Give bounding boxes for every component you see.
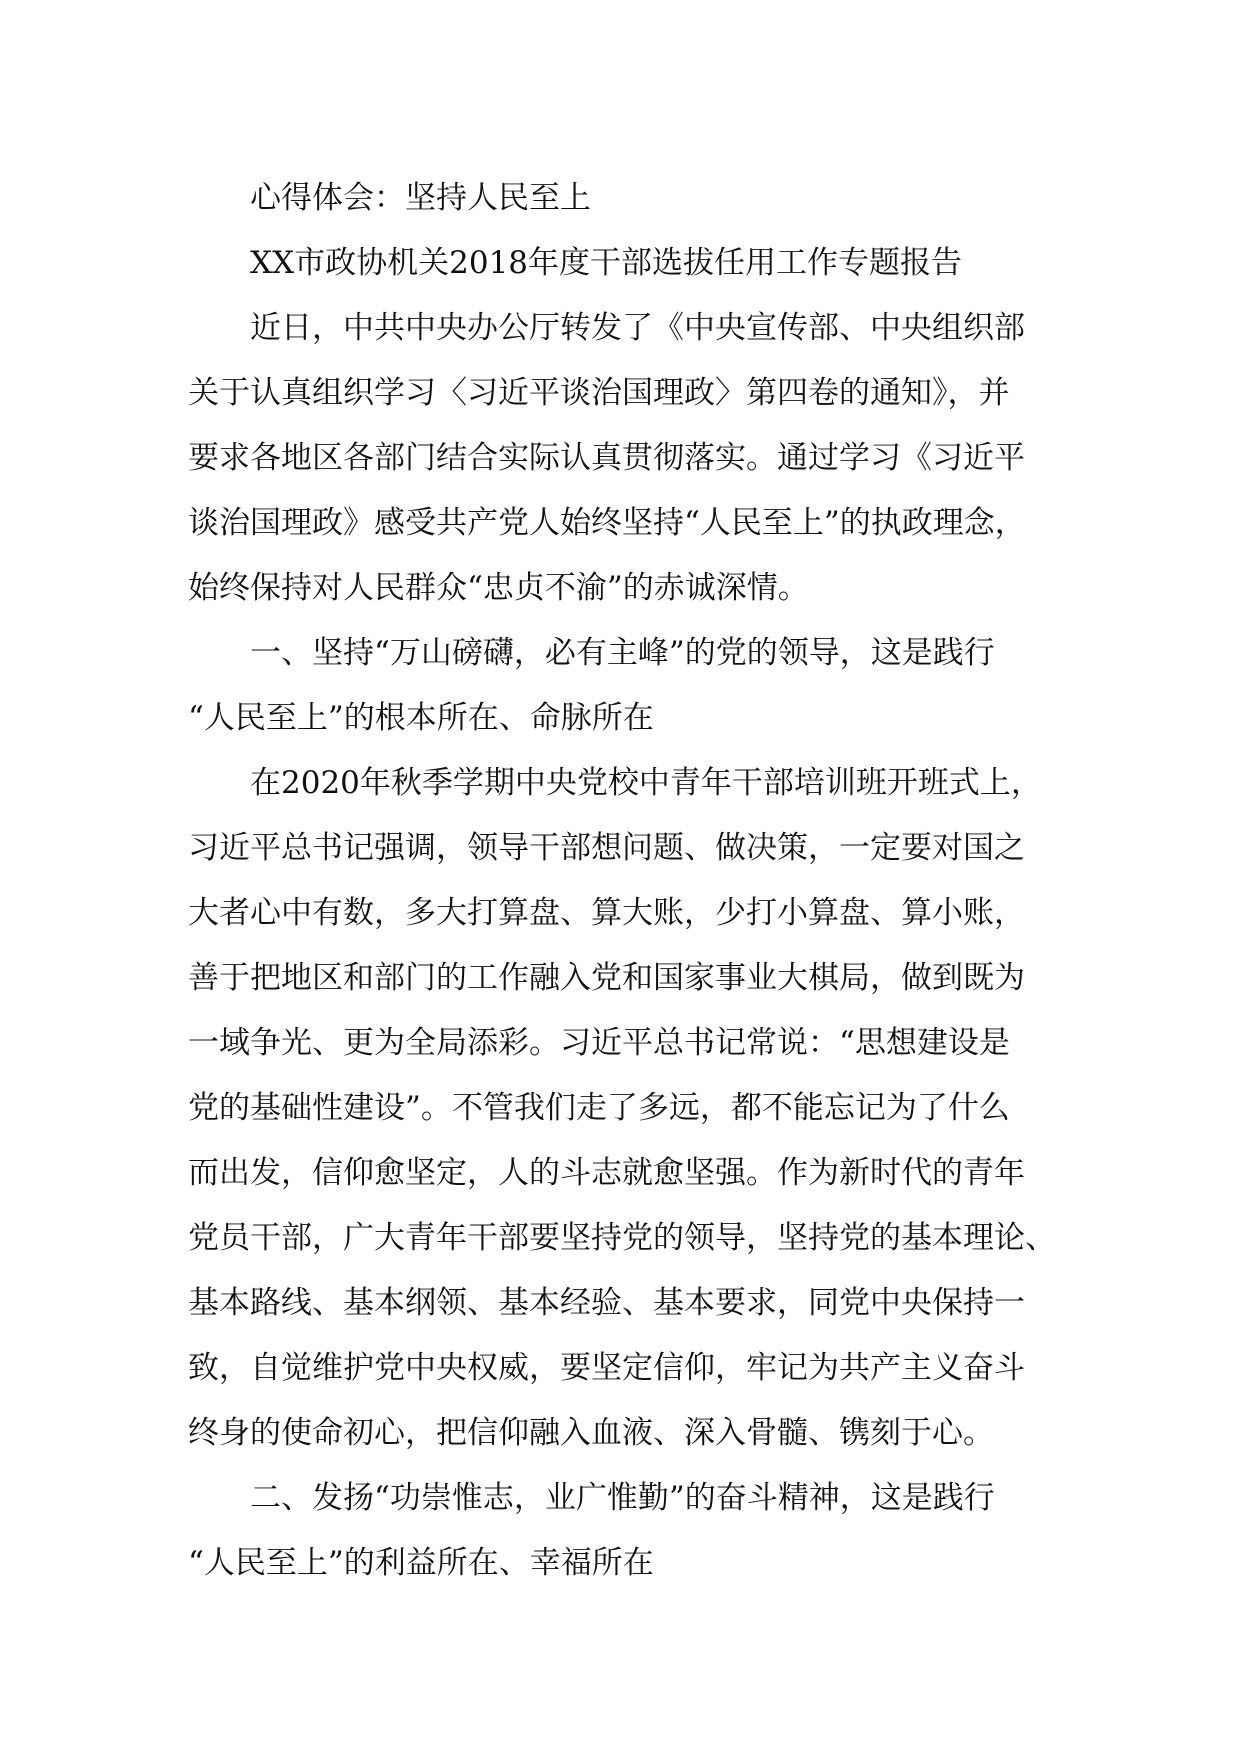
section-heading-1: 一、坚持“万山磅礴，必有主峰”的党的领导，这是践行	[250, 635, 995, 671]
paragraph-line: 习近平总书记强调，领导干部想问题、做决策，一定要对国之	[188, 830, 1025, 866]
paragraph-line: 始终保持对人民群众“忠贞不渝”的赤诚深情。	[188, 570, 809, 606]
paragraph-line: 近日，中共中央办公厅转发了《中央宣传部、中央组织部	[250, 310, 1025, 346]
document-body	[188, 166, 1078, 1596]
doc-title: 心得体会：坚持人民至上	[250, 180, 591, 216]
paragraph-line: 大者心中有数，多大打算盘、算大账，少打小算盘、算小账，	[188, 895, 1025, 931]
section-heading-2: 二、发扬“功崇惟志，业广惟勤”的奋斗精神，这是践行	[250, 1480, 995, 1516]
paragraph-line: 关于认真组织学习〈习近平谈治国理政〉第四卷的通知》，并	[188, 375, 1010, 411]
paragraph-line: 党员干部，广大青年干部要坚持党的领导，坚持党的基本理论、	[188, 1220, 1056, 1256]
paragraph-line: 党的基础性建设”。不管我们走了多远，都不能忘记为了什么	[188, 1090, 1010, 1126]
paragraph-line: 致，自觉维护党中央权威，要坚定信仰，牢记为共产主义奋斗	[188, 1350, 1025, 1386]
paragraph-line: 终身的使命初心，把信仰融入血液、深入骨髓、镌刻于心。	[188, 1415, 994, 1451]
paragraph-line: 一域争光、更为全局添彩。习近平总书记常说：“思想建设是	[188, 1025, 1010, 1061]
paragraph-line: 谈治国理政》感受共产党人始终坚持“人民至上”的执政理念，	[188, 505, 1026, 541]
section-heading-1-cont: “人民至上”的根本所在、命脉所在	[188, 700, 654, 736]
paragraph-line: 要求各地区各部门结合实际认真贯彻落实。通过学习《习近平	[188, 440, 1025, 476]
paragraph-line: 善于把地区和部门的工作融入党和国家事业大棋局，做到既为	[188, 960, 1025, 996]
section-heading-2-cont: “人民至上”的利益所在、幸福所在	[188, 1545, 654, 1581]
paragraph-line: 在2020年秋季学期中央党校中青年干部培训班开班式上，	[250, 765, 1042, 801]
paragraph-line: 基本路线、基本纲领、基本经验、基本要求，同党中央保持一	[188, 1285, 1025, 1321]
paragraph-line: 而出发，信仰愈坚定，人的斗志就愈坚强。作为新时代的青年	[188, 1155, 1025, 1191]
doc-subtitle: XX市政协机关2018年度干部选拔任用工作专题报告	[250, 245, 963, 281]
